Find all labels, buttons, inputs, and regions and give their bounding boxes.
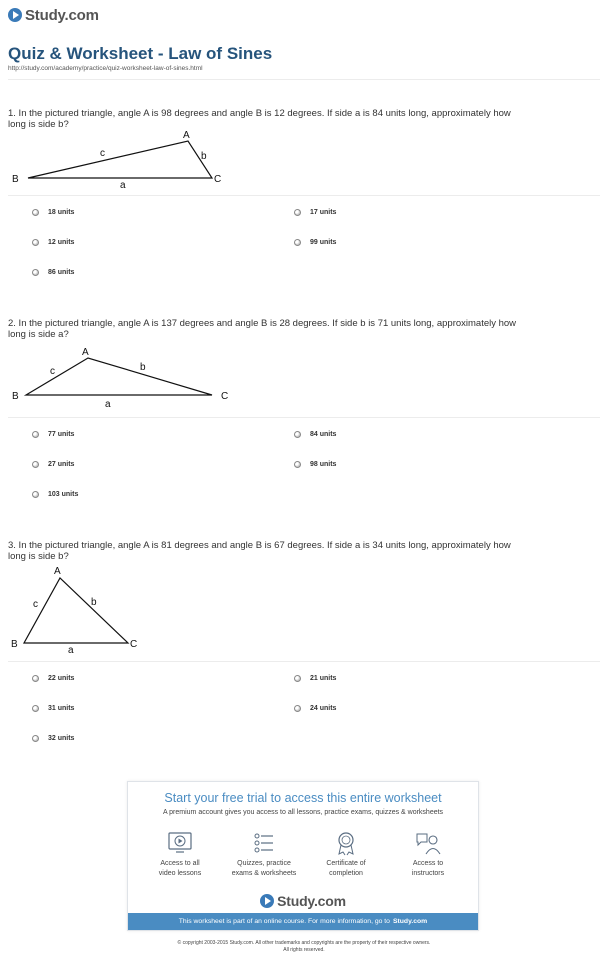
answer-option[interactable]: 17 units: [294, 209, 336, 216]
radio-icon[interactable]: [32, 735, 39, 742]
site-logo[interactable]: Study.com: [25, 6, 99, 24]
question-2-triangle: [8, 343, 248, 411]
side-a-label: a: [120, 180, 126, 190]
side-c-label: c: [33, 599, 38, 610]
side-c-label: c: [50, 366, 55, 377]
checklist-icon: [251, 830, 277, 856]
question-1-triangle: [8, 128, 248, 190]
divider: [8, 417, 600, 418]
radio-icon[interactable]: [32, 269, 39, 276]
promo-headline[interactable]: Start your free trial to access this entire worksheet: [164, 791, 442, 805]
site-header: [8, 5, 99, 25]
radio-icon[interactable]: [32, 705, 39, 712]
video-lesson-icon: [167, 830, 193, 856]
answer-option[interactable]: 77 units: [32, 431, 74, 438]
question-3-text: 3. In the pictured triangle, angle A is 81 degrees and angle B is 67 degrees. If side a is 34 units long, approximately how long is side b?: [8, 540, 511, 562]
divider: [8, 661, 600, 662]
certificate-icon: [333, 830, 359, 856]
divider: [8, 195, 600, 196]
copyright-footer: © copyright 2003-2015 Study.com. All other trademarks and copyrights are the property of their respective owners. All rights reserved.: [177, 940, 431, 953]
side-c-label: c: [100, 148, 105, 159]
question-2-text: 2. In the pictured triangle, angle A is 137 degrees and angle B is 28 degrees. If side b is 71 units long, approximately how long is side a?: [8, 318, 517, 340]
page-title: Quiz & Worksheet - Law of Sines: [8, 44, 273, 63]
radio-icon[interactable]: [294, 239, 301, 246]
vertex-b-label: B: [12, 391, 19, 402]
radio-icon[interactable]: [294, 461, 301, 468]
answer-option[interactable]: 18 units: [32, 209, 74, 216]
answer-option[interactable]: 12 units: [32, 239, 74, 246]
side-b-label: b: [201, 151, 207, 162]
play-logo-icon: [8, 8, 22, 22]
divider: [8, 79, 600, 80]
answer-option[interactable]: 21 units: [294, 675, 336, 682]
feature-certificate: Certificate of completion: [306, 830, 386, 879]
vertex-a-label: A: [54, 566, 61, 577]
answer-option[interactable]: 98 units: [294, 461, 336, 468]
vertex-a-label: A: [82, 347, 89, 358]
answer-option[interactable]: 103 units: [32, 491, 78, 498]
vertex-b-label: B: [11, 639, 18, 650]
promo-info-bar: This worksheet is part of an online course. For more information, go to Study.com: [128, 913, 478, 930]
feature-instructors: Access to instructors: [388, 830, 468, 879]
free-trial-promo[interactable]: [127, 781, 479, 931]
radio-icon[interactable]: [294, 705, 301, 712]
side-a-label: a: [68, 645, 74, 655]
play-logo-icon: [260, 894, 274, 908]
radio-icon[interactable]: [32, 675, 39, 682]
answer-option[interactable]: 27 units: [32, 461, 74, 468]
radio-icon[interactable]: [32, 239, 39, 246]
answer-option[interactable]: 24 units: [294, 705, 336, 712]
answer-option[interactable]: 86 units: [32, 269, 74, 276]
radio-icon[interactable]: [32, 491, 39, 498]
instructor-icon: [415, 830, 441, 856]
answer-option[interactable]: 22 units: [32, 675, 74, 682]
answer-option[interactable]: 31 units: [32, 705, 74, 712]
vertex-c-label: C: [214, 174, 222, 185]
vertex-c-label: C: [221, 391, 229, 402]
answer-option[interactable]: 99 units: [294, 239, 336, 246]
vertex-a-label: A: [183, 130, 190, 141]
side-b-label: b: [91, 597, 97, 608]
radio-icon[interactable]: [294, 209, 301, 216]
vertex-b-label: B: [12, 174, 19, 185]
study-link[interactable]: Study.com: [392, 918, 428, 925]
radio-icon[interactable]: [32, 461, 39, 468]
promo-subline: A premium account gives you access to all lessons, practice exams, quizzes & worksheets: [162, 809, 444, 816]
side-a-label: a: [105, 399, 111, 410]
vertex-c-label: C: [130, 639, 138, 650]
page-url[interactable]: http://study.com/academy/practice/quiz-worksheet-law-of-sines.html: [8, 65, 203, 72]
radio-icon[interactable]: [294, 675, 301, 682]
answer-option[interactable]: 32 units: [32, 735, 74, 742]
question-3-triangle: [8, 563, 158, 655]
side-b-label: b: [140, 362, 146, 373]
radio-icon[interactable]: [294, 431, 301, 438]
question-1-text: 1. In the pictured triangle, angle A is 98 degrees and angle B is 12 degrees. If side a is 84 units long, approximately how long is side b?: [8, 108, 511, 130]
radio-icon[interactable]: [32, 431, 39, 438]
answer-option[interactable]: 84 units: [294, 431, 336, 438]
promo-logo[interactable]: Study.com: [128, 893, 478, 909]
radio-icon[interactable]: [32, 209, 39, 216]
feature-quizzes: Quizzes, practice exams & worksheets: [224, 830, 304, 879]
feature-video-lessons: Access to all video lessons: [140, 830, 220, 879]
